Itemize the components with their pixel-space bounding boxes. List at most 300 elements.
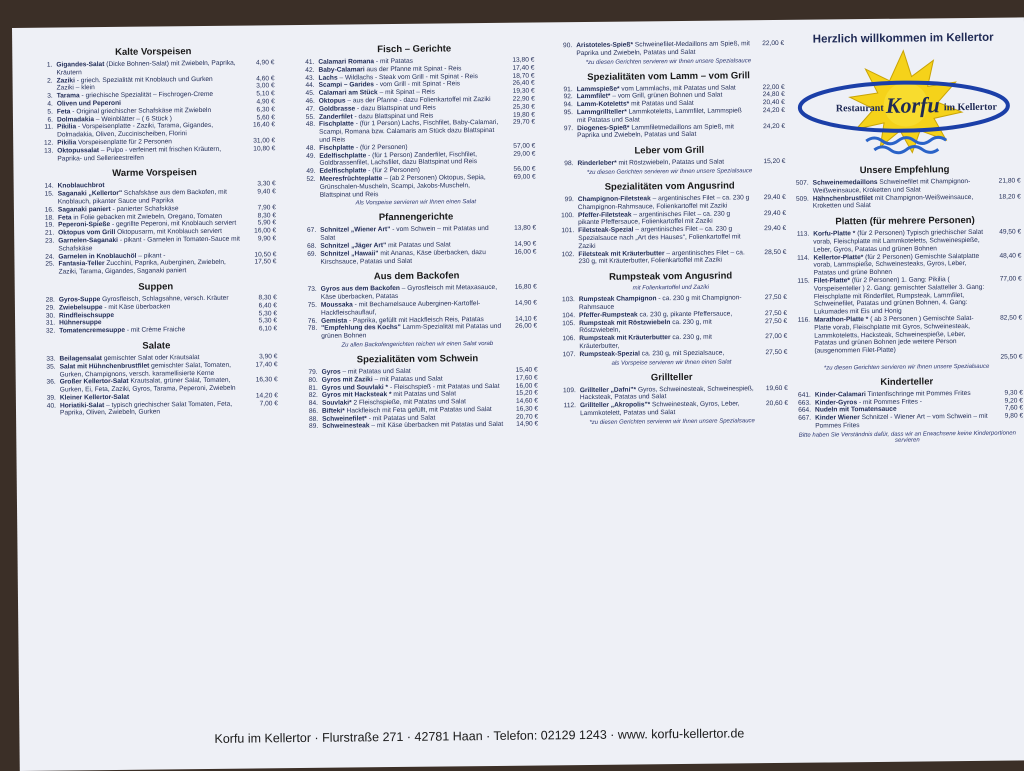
menu-section [35,280,278,336]
item-description: Gyrosfleisch, Schlagsahne, versch. Kräuter [102,294,229,303]
item-description: - gegrillte Peperoni, mit Knoblauch serviert [111,220,237,229]
item-description: - panierter Schafskäse [112,205,179,213]
menu-column-4 [787,31,1023,448]
item-name: Saganaki „Kellertor" [57,190,123,198]
item-number: 105. [562,319,576,327]
item-number: 97. [563,124,574,132]
item-name: Lachs [318,74,338,82]
item-price: 21,80 € [998,177,1021,185]
item-price: 9,20 € [1004,396,1023,405]
item-description: 2 Fleischspieße, mit Patatas und Salat [353,398,467,407]
item-name: Kellertor-Platte* [813,253,864,262]
item-description: – aus der Pfanne - dazu Folienkartoffel mit Zaziki [347,95,491,105]
item-name: Feta [56,108,71,116]
item-name: "Empfehlung des Kochs" [321,324,401,333]
item-price: 24,20 € [762,106,785,115]
item-name: Souvlaki* [321,399,352,407]
item-description: gemischter Salat oder Krautsalat [103,353,200,362]
item-name: Champignon-Filetsteak [577,195,651,204]
menu-item [298,421,538,431]
item-price: 27,50 € [764,309,788,317]
item-price: 15,20 € [763,158,786,166]
item-name: Meeresfrüchteplatte [319,175,383,183]
item-number: 1. [46,61,53,69]
logo-restaurant-text: Restaurant [835,102,884,115]
item-description: – Pulpo - verfeinert mit frischen Kräutern, Paprika- und Sellerieestreifen [57,145,222,163]
item-name: Calamari am Stück [318,89,378,97]
section-subtitle: mit Folienkartoffel und Zaziki [632,284,709,292]
item-name: Feta [57,213,72,222]
item-text [321,323,503,340]
item-price: 22,90 € [512,95,535,103]
item-price: 15,40 € [515,366,538,374]
item-text [814,315,988,356]
item-text [813,229,987,254]
item-description: – mit Käse überbacken mit Patatas und Salat [371,421,504,430]
menu-section [294,43,536,208]
item-number: 40. [46,402,56,410]
item-number: 664. [798,406,812,415]
item-name: Grillteller „Dafni"* [579,386,637,394]
item-price: 29,70 € [512,118,536,127]
menu-item [295,119,535,145]
item-price: 6,30 € [256,106,275,114]
item-description: - mit Patatas und Salat [368,414,436,422]
section-note: Bitte haben Sie Verständnis dafür, dass wir an Erwachsene keine Kinderportionen servieren [798,430,1016,444]
item-price: 13,80 € [512,56,535,64]
item-price: 27,50 € [765,317,788,325]
item-text [579,318,753,335]
item-number: 67. [306,227,317,235]
item-number: 29. [45,304,55,312]
item-name: Oktopus vom Grill [58,229,116,237]
item-number: 49. [306,152,316,160]
section-title: Salate [142,340,171,352]
menu-item [790,353,1022,363]
item-number: 12. [43,139,54,147]
item-name: Kleiner Kellertor-Salat [59,393,130,402]
item-name: Lammspieße* [576,85,620,93]
item-text [580,400,754,417]
section-note: *zu diesen Gerichten servieren wir Ihnen unsere Spezialsauce [585,57,752,66]
item-price: 6,40 € [258,301,277,310]
item-description: Vorspeisenplatte für 2 Personen [78,138,172,147]
item-price: 5,10 € [256,90,275,98]
restaurant-logo [793,48,1014,160]
item-name: Bifteki* [321,407,345,415]
item-number: 84. [308,399,318,408]
item-price: 15,20 € [515,389,538,398]
item-text [580,385,754,402]
item-number: 24. [45,253,55,261]
item-text [60,400,244,418]
item-number: 98. [564,160,574,168]
item-number: 69. [307,250,317,258]
item-description: - (für 1 Person) Zanderfilet, Fischfilet, Goldbrassenfilet, Lachsfilet, dazu Blattspinat und Reis [319,150,478,168]
item-number: 16. [44,206,54,214]
item-number: 42. [305,66,315,74]
item-price: 20,70 € [516,413,539,421]
menu-section [552,40,784,66]
item-number: 11. [44,123,54,132]
item-price: 57,00 € [513,142,536,150]
item-price: 4,90 € [255,59,275,67]
item-description: - mit Crème Fraiche [126,326,186,334]
item-price: 9,90 € [257,235,277,243]
item-price: 19,60 € [765,384,788,392]
item-price: 77,00 € [999,275,1022,283]
item-name: Gyros mit Zaziki [321,375,373,384]
item-price: 14,10 € [515,315,538,323]
menu-section [553,144,785,176]
item-price: 9,40 € [257,188,276,196]
item-price: 25,30 € [512,103,535,111]
section-title: Suppen [138,281,174,293]
item-name: Goldbrasse [318,105,356,113]
item-description: - dazu Blattspinat und Reis [354,112,434,120]
item-name: Rinderleber* [577,159,617,168]
section-title: Warme Vorspeisen [112,167,197,180]
item-text [577,123,751,140]
item-price: 8,30 € [257,211,277,219]
item-description: – typisch griechischer Salat Tomaten, Feta, Paprika, Oliven, Zwiebeln, Gurken [60,400,233,418]
item-description: - Original griechischer Schafskäse mit Zwiebeln [72,106,212,116]
item-number: 663. [798,399,812,407]
item-price: 14,90 € [514,240,537,248]
menu-section [297,352,538,431]
item-name: Knoblauchbrot [57,182,105,190]
item-text [57,145,241,163]
item-number: 28. [45,296,55,304]
item-description: – Wildlachs - Steak vom Grill - mit Spinat - Reis [339,72,478,82]
section-note: *zu diesen Gerichten servieren wir Ihnen unsere Spezialsauce [823,363,990,372]
item-number: 43. [305,74,315,82]
item-text [577,158,751,168]
section-title: Spezialitäten vom Angusrind [604,180,735,193]
item-price: 27,50 € [764,294,787,302]
item-name: Kinder-Calamari [814,390,866,399]
item-price: 5,30 € [258,317,278,325]
item-description: Schnitzel - Wiener Art – vom Schwein – mit Pommes Frites [815,412,988,430]
menu-section [35,339,278,418]
item-description: Tintenfischringe mit Pommes Frites [867,389,971,398]
item-text [578,210,752,227]
menu-column-2 [294,37,538,432]
item-price: 28,50 € [764,248,787,256]
menu-section [554,180,787,267]
item-description: ca. 230 g, mit Röstzwiebeln, [579,318,712,335]
item-name: Grillteller „Akropolis"* [579,401,651,410]
item-description: - Paprika, gefüllt mit Hackfleisch Reis, Patatas [348,315,484,325]
section-title: Grillteller [650,371,693,383]
item-price: 8,30 € [258,294,277,302]
item-description: ca. 230 g, pikante Pfeffersauce, [639,310,733,319]
item-price: 3,90 € [259,353,278,361]
item-number: 39. [46,394,56,402]
item-number: 21. [44,229,55,237]
section-note: *zu diesen Gerichten servieren wir Ihnen unsere Spezialsauce [589,417,755,426]
menu-section [297,270,538,349]
item-number: 92. [563,93,573,101]
item-price: 48,40 € [999,252,1022,260]
item-price: 10,50 € [254,250,277,259]
section-note: als Vorspeise servieren wir Ihnen einen Salat [611,359,732,367]
item-number: 95. [563,109,573,117]
item-description: vom Lammlachs, mit Patatas und Salat [621,84,736,93]
item-price: 20,40 € [762,99,785,107]
item-description: mit Röstzwiebeln, Patatas und Salat [618,158,725,167]
item-price: 14,90 € [516,420,539,429]
item-description: – argentinisches Filet – ca. 230 g, mit Kräuterbutter, Folienkartoffel mit Zaziki [578,248,745,266]
item-price: 18,70 € [512,72,535,80]
item-name: Garnelen-Saganaki [58,236,119,245]
item-name: Kinder Wiener [815,414,860,422]
item-number: 47. [305,105,315,113]
menu-item [296,248,536,266]
item-number: 49. [306,167,316,176]
item-text [576,40,750,57]
item-price: 3,30 € [257,180,276,188]
item-price: 25,50 € [1000,353,1023,361]
item-number [790,356,814,364]
item-number: 75. [307,301,317,309]
item-description: - (für 1 Person) Lachs, Fischfilet, Baby-Calamari, Scampi, Romana bzw. Calamaris am Stück dazu Blattspinat und Reis [319,119,499,144]
item-text [321,300,503,317]
item-price: 14,20 € [255,392,278,400]
item-price: 69,00 € [513,173,536,181]
item-price: 27,00 € [765,333,788,341]
item-name: Pikilia [57,123,77,131]
item-number: 32. [45,327,56,335]
item-description: mit Patatas und Salat [393,390,457,399]
item-price: 17,40 € [512,64,535,72]
item-description: (für 2 Personen) Typisch griechischer Salat vorab, Fleischplatte mit Lammkoteletts, Schweinespieße, Leber, Gyros, Patatas und grünen Bohnen [813,229,984,254]
item-price: 29,00 € [513,150,536,158]
item-name: Salat mit Hühnchenbrustfilet [59,362,150,371]
menu-item [33,145,275,163]
item-price: 4,90 € [256,98,275,106]
item-price: 3,00 € [256,82,275,90]
item-name: Fantasia-Teller [58,260,105,268]
section-title: Aus dem Backofen [373,270,460,283]
item-price: 19,30 € [512,87,535,95]
item-name: Schnitzel „Hawaii" [320,249,379,258]
item-price: 18,20 € [998,193,1021,201]
item-price: 49,50 € [999,228,1022,236]
menu-section [33,167,276,277]
item-description: – pikant - [138,251,166,260]
item-number: 103. [561,296,575,304]
item-description: Zucchini, Paprika, Auberginen, Zwiebeln, Zaziki, Tarama, Gigandes, Saganaki paniert [58,259,226,276]
menu-item [789,229,1021,255]
section-title: Pfannengerichte [378,211,454,224]
item-description: – argentinisches Filet – ca. 230 g Spezialsauce nach „Art des Hauses", Folienkartoffel mit Zaziki [578,225,741,250]
item-description: mit Patatas und Salat [388,241,451,250]
item-name: Dolmadakia [56,115,95,124]
item-description: gemischter Salat, Tomaten, Gurken, Champignons, versch. karamellisierte Kerne [59,361,231,379]
item-name: Fischplatte [319,144,355,152]
item-number: 113. [796,230,810,238]
item-name: Zwiebelsuppe [58,303,103,312]
item-name: Edelfischplatte [319,167,367,175]
section-title: Kinderteller [880,376,934,388]
item-number: 14. [44,182,54,191]
item-number: 91. [563,85,573,93]
item-name: Gyros aus dem Backofen [320,285,400,294]
item-price: 17,50 € [254,258,277,266]
item-name: Rumpsteak mit Röstzwiebeln [579,318,671,327]
item-name: Zanderfilet [318,113,353,121]
item-price: 5,60 € [256,113,275,122]
item-text [578,194,752,211]
item-text [813,178,987,195]
item-description: - vom Schwein – mit Patatas und Salat [320,225,489,242]
menu-item [789,193,1021,211]
menu-item [791,413,1023,431]
item-price: 22,00 € [762,39,785,48]
item-name: Saganaki paniert [57,205,111,214]
menu-item [35,325,277,335]
item-number: 45. [305,90,315,98]
item-price: 16,30 € [255,376,278,384]
item-price: 16,00 € [254,227,277,235]
item-number: 48. [306,144,316,152]
item-description: (für 2 Personen) 1. Gang: Pikilia ( Vorspeisenteller ) 2. Gang: gemischter Salatteller 3. Gang: Fleischplatte mit Rinderfilet, Rumpsteak, Lammfilet, Schweinefilet, Patatas und grünen Bohnen, 4. Gang: Lukumades mit Eis und Honig [813,276,985,316]
item-name: Gyros-Suppe [58,296,101,304]
item-name: Schnitzel „Wiener Art" [320,226,391,235]
item-number: 30. [45,312,56,320]
item-text [59,326,243,336]
item-price: 17,40 € [255,360,278,369]
item-number: 3. [47,92,53,100]
item-name: Rumpsteak-Spezial [579,350,640,358]
item-price: 17,60 € [515,374,538,382]
item-price: 29,40 € [763,209,787,217]
item-number: 25. [45,260,55,268]
item-description: Lammkoteletts, Lammfilet, Lammspieß mit Patatas und Salat [576,107,742,124]
item-price: 4,60 € [256,74,275,83]
item-price: 6,10 € [258,325,278,333]
item-number: 104. [562,311,576,319]
item-number: 2. [47,77,53,85]
item-description: - Vorspeisenplatte - Zaziki, Tarama, Gigandes, Dolmadakia, Oliven, Zuccinischeiben, Florini [57,122,214,139]
item-number: 94. [563,101,573,109]
section-title: Spezialitäten vom Schwein [356,353,479,366]
item-text [815,413,989,430]
section-title: Spezialitäten vom Lamm – vom Grill [587,69,750,83]
item-text [579,333,753,350]
item-name: Großer Kellertor-Salat [59,378,129,386]
item-name: Schnitzel „Jäger Art" [320,242,387,250]
item-price: 27,50 € [765,348,788,356]
item-number: 89. [308,423,319,431]
item-number: 31. [45,319,56,327]
item-name: Gemista [321,317,348,325]
item-description: – mit Patatas und Salat [374,375,443,383]
item-description: – vom Grill, grünen Bohnen und Salat [612,91,723,101]
item-description: – mit Spinat – Reis [379,88,435,97]
section-title: Platten (für mehrere Personen) [835,215,975,228]
item-price: 5,90 € [257,219,277,227]
item-name: Oktopussalat [57,146,100,155]
item-description: Schafskäse aus dem Backofen, mit Knoblauch, pikanter Sauce und Paprika [57,188,227,206]
item-description: Zaziki – klein [56,84,95,92]
item-name: Scampi – Garides [318,81,374,90]
item-name: Filetsteak-Spezial [578,226,634,235]
item-description: Schweinefilet-Medaillons am Spieß, mit Paprika und Zwiebeln, Patatas und Salat [576,40,750,57]
menu-item [554,225,786,251]
item-price: 9,80 € [1004,412,1024,420]
section-note: Zu allen Backofengerichten reichen wir einen Salat vorab [341,340,494,349]
item-price: 31,00 € [253,137,276,145]
item-number: 6. [47,116,53,124]
item-name: Edelfischplatte [319,151,367,160]
item-description: - ca. 230 g mit Champignon-Rahmsauce [578,294,742,312]
item-description: in Folie gebacken mit Zwiebeln, Oregano, Tomaten [73,212,223,221]
item-description: mit Ananas, Käse überbacken, dazu Kirschsauce, Patatas und Salat [320,248,486,266]
item-name: Aristoteles-Spieß* [576,41,634,50]
item-name: Baby-Calamari [318,66,365,74]
item-name: Filetsteak mit Kräuterbutter [578,249,665,258]
section-title: Leber vom Grill [634,144,705,157]
item-name: Tomatencremesuppe [59,326,126,335]
item-price: 16,00 € [514,248,537,256]
item-price: 16,30 € [515,405,539,413]
item-number: 68. [307,242,317,250]
item-number: 109. [562,386,576,394]
item-number: 82. [308,392,318,400]
item-description: - Fleischspieß - mit Patatas und Salat [389,382,500,391]
item-price: 13,80 € [514,224,537,233]
item-name: Zaziki [56,76,75,85]
item-price: 16,80 € [514,283,537,292]
item-number: 36. [46,378,56,386]
logo-suffix-text: im Kellertor [943,101,997,114]
menu-sheet [12,17,1024,771]
item-number: 79. [308,368,318,376]
item-number: 112. [563,402,577,410]
item-number: 90. [563,42,573,50]
menu-item [296,173,536,199]
item-name: Lammfilet* [576,93,611,101]
item-name: Tarama [56,92,80,100]
item-number: 102. [561,250,575,258]
item-name: Gyros mit Hacksteak * [321,391,392,400]
item-price: 16,40 € [252,121,276,129]
item-number: 48. [305,121,316,129]
item-number: 100. [561,211,575,219]
section-title: Kalte Vorspeisen [115,46,192,58]
item-text [814,276,988,317]
menu-item [789,252,1021,278]
item-description: – mit Patatas und Salat [342,367,411,376]
item-description: Schweinefilet mit Champignon-Weißweinsauce, Kroketten und Salat [812,177,971,195]
item-name: Lammgrillteller* [576,108,627,117]
menu-item [553,158,785,168]
item-text [321,284,503,301]
item-name: Gigandes-Salat [56,61,105,69]
item-price: 22,00 € [762,83,785,91]
menu-item [34,259,276,277]
logo-name-text: Korfu [885,92,940,118]
item-text [320,174,502,199]
item-text [577,107,751,124]
item-text [813,252,987,277]
item-number: 18. [44,214,55,222]
item-text [579,294,753,311]
item-number: 114. [797,254,810,262]
item-number: 115. [797,277,810,285]
